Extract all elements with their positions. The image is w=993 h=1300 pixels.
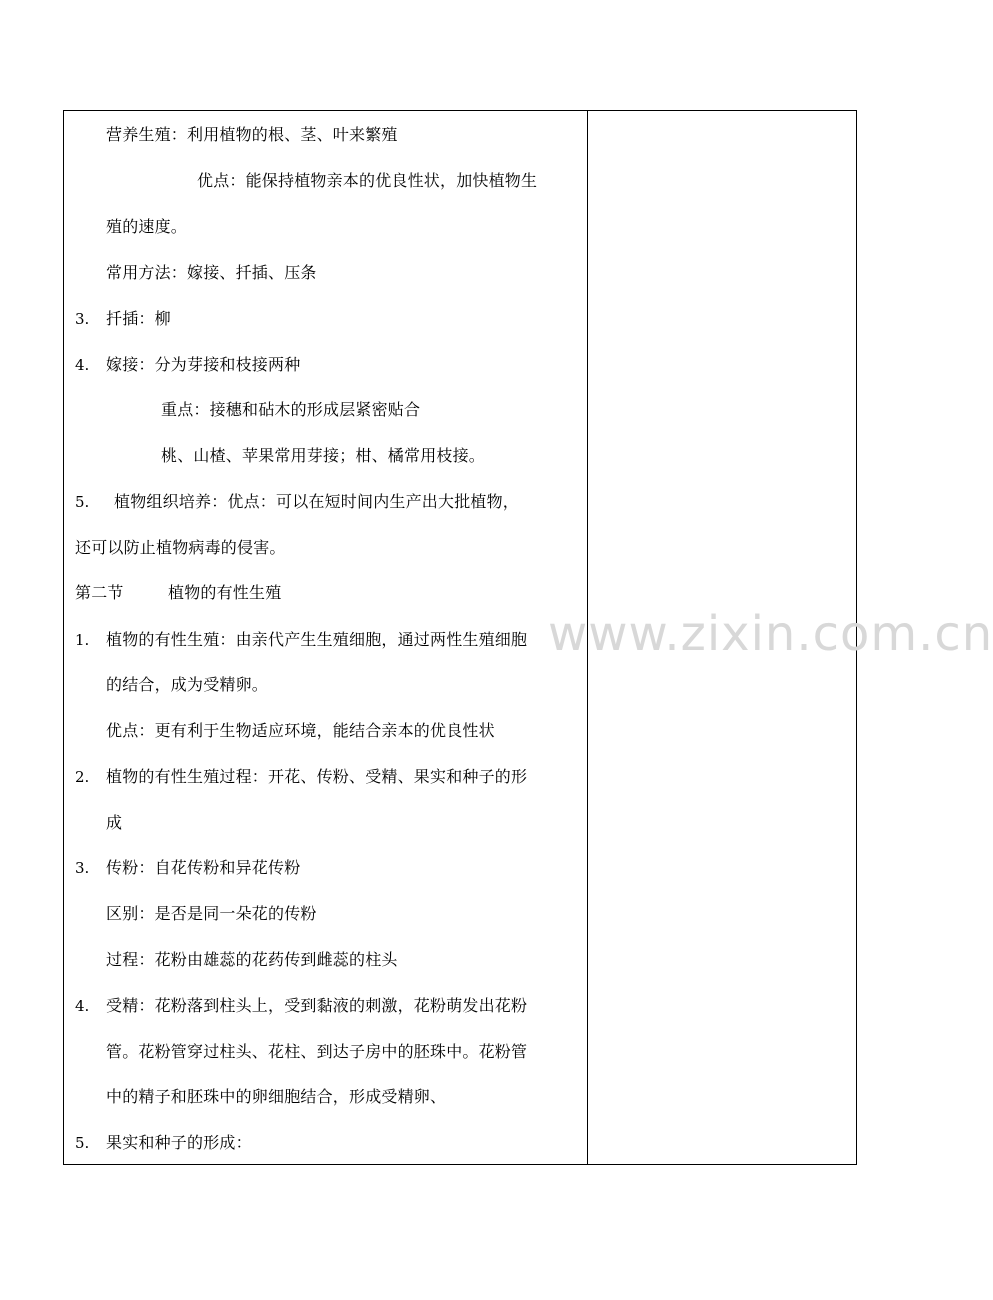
list-number: 3.: [75, 310, 90, 328]
text-line: 成: [106, 813, 123, 832]
watermark: www.zixin.com.cn: [548, 606, 993, 662]
list-number: 4.: [75, 997, 90, 1015]
text-line: 植物组织培养：优点：可以在短时间内生产出大批植物，: [114, 492, 520, 511]
text-line: 优点：更有利于生物适应环境，能结合亲本的优良性状: [106, 721, 495, 740]
text-line: 受精：花粉落到柱头上，受到黏液的刺激，花粉萌发出花粉: [106, 996, 528, 1015]
text-line: 营养生殖：利用植物的根、茎、叶来繁殖: [106, 125, 398, 144]
list-number: 5.: [75, 493, 90, 511]
list-number: 4.: [75, 356, 90, 374]
text-line: 重点：接穗和砧木的形成层紧密贴合: [161, 400, 421, 419]
text-line: 还可以防止植物病毒的侵害。: [75, 538, 286, 557]
text-line: 植物的有性生殖：由亲代产生生殖细胞，通过两性生殖细胞: [106, 630, 528, 649]
list-number: 5.: [75, 1134, 90, 1152]
text-line: 传粉：自花传粉和异花传粉: [106, 858, 301, 877]
text-line: 过程：花粉由雄蕊的花药传到雌蕊的柱头: [106, 950, 398, 969]
text-line: 嫁接：分为芽接和枝接两种: [106, 355, 301, 374]
text-line: 扦插：柳: [106, 309, 171, 328]
text-line: 常用方法：嫁接、扦插、压条: [106, 263, 317, 282]
section-heading: 第二节: [75, 583, 124, 602]
text-line: 殖的速度。: [106, 217, 188, 236]
text-line: 优点：能保持植物亲本的优良性状，加快植物生: [197, 171, 538, 190]
text-line: 植物的有性生殖过程：开花、传粉、受精、果实和种子的形: [106, 767, 528, 786]
text-line: 果实和种子的形成：: [106, 1133, 252, 1152]
text-line: 桃、山楂、苹果常用芽接；柑、橘常用枝接。: [161, 446, 486, 465]
section-title: 植物的有性生殖: [168, 583, 282, 602]
list-number: 1.: [75, 631, 90, 649]
text-line: 中的精子和胚珠中的卵细胞结合，形成受精卵、: [106, 1087, 447, 1106]
text-line: 管。花粉管穿过柱头、花柱、到达子房中的胚珠中。花粉管: [106, 1042, 528, 1061]
list-number: 3.: [75, 859, 90, 877]
text-line: 区别：是否是同一朵花的传粉: [106, 904, 317, 923]
list-number: 2.: [75, 768, 90, 786]
text-line: 的结合，成为受精卵。: [106, 675, 269, 694]
